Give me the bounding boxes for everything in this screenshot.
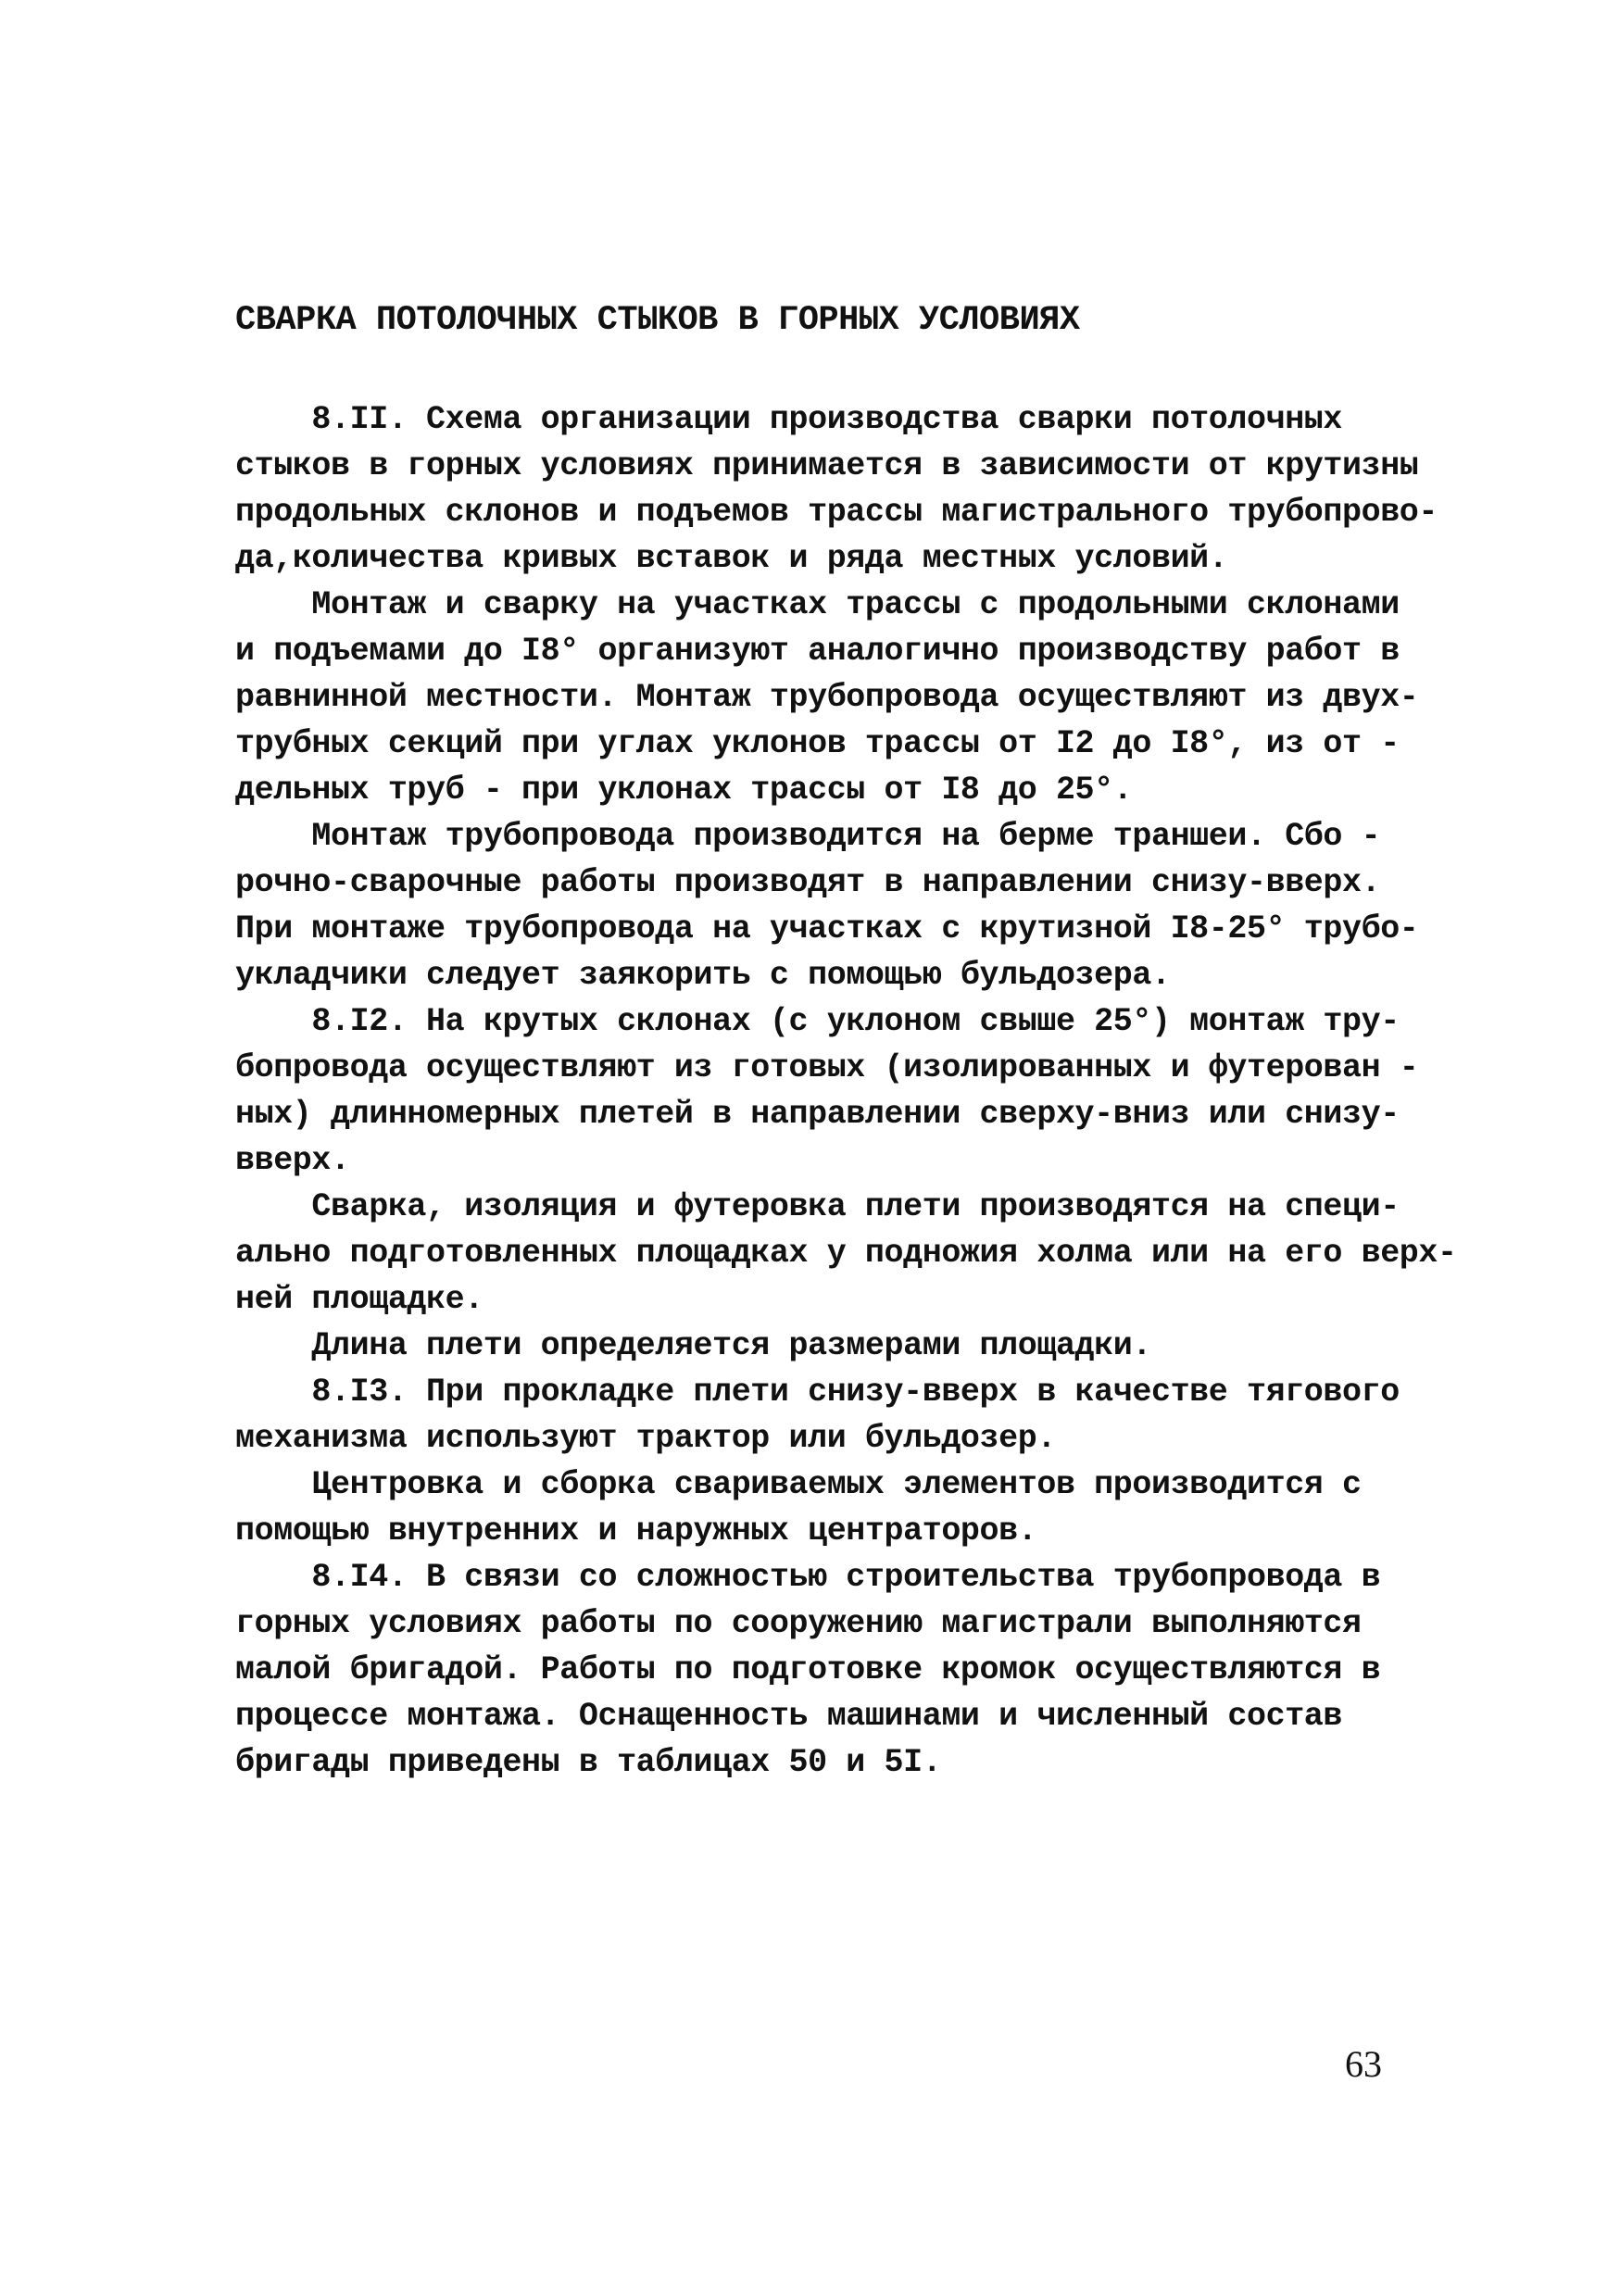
- text-line: механизма используют трактор или бульдозер.: [235, 1420, 1056, 1457]
- text-line: дельных труб - при уклонах трассы от I8 до 25°.: [235, 772, 1133, 809]
- text-line: равнинной местности. Монтаж трубопровода осуществляют из двух-: [235, 679, 1419, 716]
- text-line: ных) длинномерных плетей в направлении сверху-вниз или снизу-: [235, 1096, 1400, 1133]
- text-line: укладчики следует заякорить с помощью бульдозера.: [235, 957, 1171, 994]
- text-line: помощью внутренних и наружных центраторов.: [235, 1512, 1037, 1549]
- text-line: ально подготовленных площадках у подножия холма или на его верх-: [235, 1235, 1457, 1272]
- page-number: 63: [1345, 2043, 1382, 2085]
- text-line: продольных склонов и подъемов трассы магистрального трубопрово-: [235, 494, 1438, 531]
- text-line: 8.II. Схема организации производства сварки потолочных: [235, 401, 1342, 438]
- text-line: Монтаж и сварку на участках трассы с продольными склонами: [235, 586, 1400, 623]
- text-line: 8.I4. В связи со сложностью строительства трубопровода в: [235, 1559, 1381, 1596]
- text-line: При монтаже трубопровода на участках с крутизной I8-25° трубо-: [235, 910, 1419, 947]
- text-line: 8.I2. На крутых склонах (с уклоном свыше 25°) монтаж тру-: [235, 1003, 1400, 1040]
- text-line: Центровка и сборка свариваемых элементов производится с: [235, 1466, 1362, 1503]
- text-line: малой бригадой. Работы по подготовке кромок осуществляются в: [235, 1651, 1381, 1688]
- text-line: стыков в горных условиях принимается в зависимости от крутизны: [235, 447, 1419, 484]
- text-line: да,количества кривых вставок и ряда местных условий.: [235, 540, 1228, 577]
- text-line: процессе монтажа. Оснащенность машинами и численный состав: [235, 1698, 1342, 1735]
- text-line: Монтаж трубопровода производится на берме траншеи. Сбо -: [235, 818, 1381, 855]
- text-line: Длина плети определяется размерами площадки.: [235, 1327, 1151, 1364]
- text-line: бригады приведены в таблицах 50 и 5I.: [235, 1744, 942, 1781]
- text-line: и подъемами до I8° организуют аналогично производству работ в: [235, 633, 1400, 670]
- text-line: рочно-сварочные работы производят в направлении снизу-вверх.: [235, 864, 1381, 901]
- text-line: горных условиях работы по сооружению магистрали выполняются: [235, 1605, 1362, 1642]
- text-line: 8.I3. При прокладке плети снизу-вверх в качестве тягового: [235, 1374, 1400, 1411]
- text-line: вверх.: [235, 1142, 350, 1179]
- text-line: ней площадке.: [235, 1281, 483, 1318]
- body-text: [235, 396, 1457, 1786]
- text-line: трубных секций при углах уклонов трассы от I2 до I8°, из от -: [235, 725, 1400, 762]
- text-line: бопровода осуществляют из готовых (изолированных и футерован -: [235, 1049, 1419, 1086]
- section-heading: СВАРКА ПОТОЛОЧНЫХ СТЫКОВ В ГОРНЫХ УСЛОВИЯХ: [235, 301, 1080, 340]
- text-line: Сварка, изоляция и футеровка плети производятся на специ-: [235, 1188, 1400, 1225]
